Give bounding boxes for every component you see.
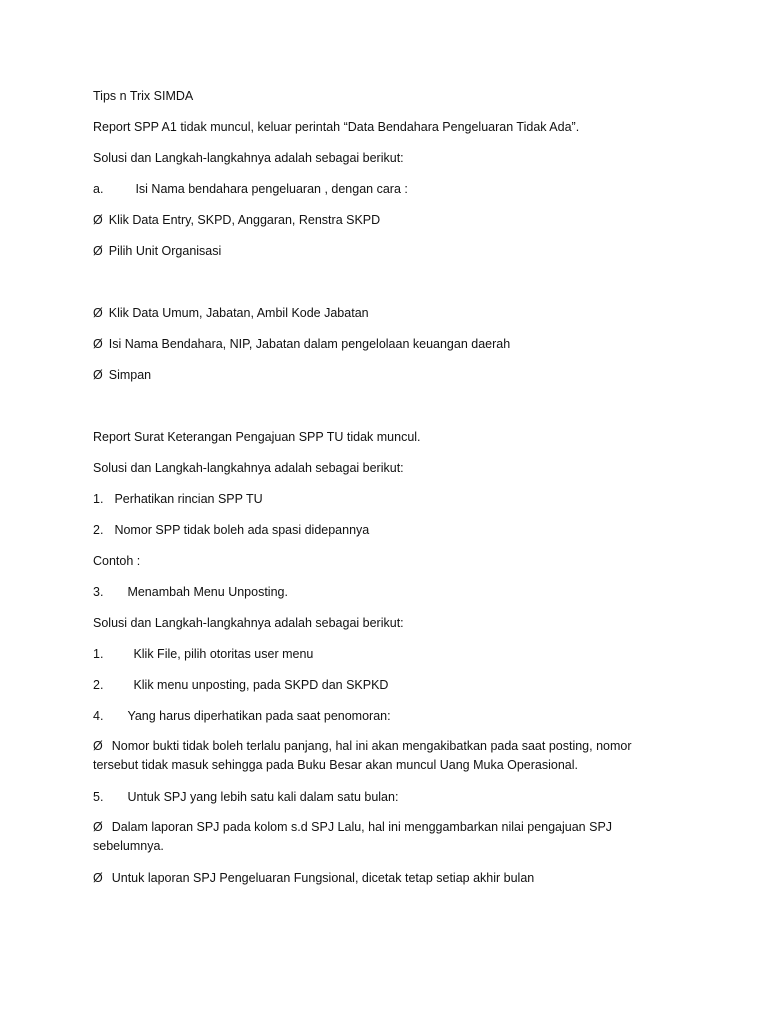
- list-marker: 2.: [93, 523, 104, 537]
- bullet-item-unit-organisasi: [93, 242, 221, 261]
- list-item-text: Yang harus diperhatikan pada saat penomoran:: [127, 709, 391, 723]
- list-marker: 2.: [93, 678, 104, 692]
- bullet-item-data-entry: [93, 211, 380, 230]
- bullet-item-nomor-bukti: [93, 737, 663, 775]
- paragraph-report-spp-tu: Report Surat Keterangan Pengajuan SPP TU tidak muncul.: [93, 430, 421, 444]
- bullet-item-simpan: [93, 366, 151, 385]
- list-marker: 1.: [93, 492, 104, 506]
- bullet-marker-icon: Ø: [93, 739, 103, 753]
- bullet-item-text: Pilih Unit Organisasi: [108, 244, 222, 258]
- bullet-marker-icon: Ø: [93, 820, 103, 834]
- list-item-a: [93, 180, 408, 199]
- list-item-text: Nomor SPP tidak boleh ada spasi didepannya: [114, 523, 370, 537]
- bullet-item-text: Klik Data Entry, SKPD, Anggaran, Renstra SKPD: [108, 213, 381, 227]
- bullet-item-spj-fungsional: [93, 869, 534, 888]
- list-item-text: Perhatikan rincian SPP TU: [114, 492, 263, 506]
- bullet-item-text: Dalam laporan SPJ pada kolom s.d SPJ Lalu, hal ini menggambarkan nilai pengajuan SPJ sebelumnya.: [93, 820, 613, 853]
- list-item-text: Klik menu unposting, pada SKPD dan SKPKD: [133, 678, 389, 692]
- paragraph-report-spp-a1: Report SPP A1 tidak muncul, keluar perintah “Data Bendahara Pengeluaran Tidak Ada”.: [93, 120, 580, 134]
- bullet-item-text: Klik Data Umum, Jabatan, Ambil Kode Jabatan: [108, 306, 369, 320]
- paragraph-contoh: Contoh :: [93, 554, 141, 568]
- paragraph-solution-intro-3: Solusi dan Langkah-langkahnya adalah sebagai berikut:: [93, 616, 404, 630]
- bullet-marker-icon: Ø: [93, 244, 103, 258]
- bullet-marker-icon: Ø: [93, 213, 103, 227]
- list-item-4: [93, 707, 391, 726]
- list-item-1b: [93, 645, 313, 664]
- bullet-item-text: Untuk laporan SPJ Pengeluaran Fungsional, dicetak tetap setiap akhir bulan: [111, 871, 535, 885]
- list-marker: 4.: [93, 709, 104, 723]
- list-item-text: Untuk SPJ yang lebih satu kali dalam satu bulan:: [127, 790, 399, 804]
- bullet-marker-icon: Ø: [93, 306, 103, 320]
- bullet-item-data-umum: [93, 304, 369, 323]
- list-marker: a.: [93, 182, 104, 196]
- bullet-item-text: Isi Nama Bendahara, NIP, Jabatan dalam pengelolaan keuangan daerah: [108, 337, 511, 351]
- bullet-marker-icon: Ø: [93, 871, 103, 885]
- list-item-text: Menambah Menu Unposting.: [127, 585, 288, 599]
- bullet-item-isi-nama: [93, 335, 510, 354]
- paragraph-solution-intro-2: Solusi dan Langkah-langkahnya adalah sebagai berikut:: [93, 461, 404, 475]
- list-item-text: Isi Nama bendahara pengeluaran , dengan cara :: [135, 182, 408, 196]
- list-item-3: [93, 583, 288, 602]
- list-item-2b: [93, 676, 388, 695]
- bullet-marker-icon: Ø: [93, 368, 103, 382]
- bullet-item-text: Simpan: [108, 368, 152, 382]
- list-item-text: Klik File, pilih otoritas user menu: [133, 647, 314, 661]
- bullet-item-laporan-spj: [93, 818, 663, 856]
- list-marker: 5.: [93, 790, 104, 804]
- list-item-5: [93, 788, 398, 807]
- bullet-marker-icon: Ø: [93, 337, 103, 351]
- list-marker: 3.: [93, 585, 104, 599]
- paragraph-solution-intro-1: Solusi dan Langkah-langkahnya adalah sebagai berikut:: [93, 151, 404, 165]
- list-item-2: [93, 521, 369, 540]
- document-title: Tips n Trix SIMDA: [93, 89, 194, 103]
- list-marker: 1.: [93, 647, 104, 661]
- bullet-item-text: Nomor bukti tidak boleh terlalu panjang, hal ini akan mengakibatkan pada saat posting, nomor tersebut tidak masuk sehingga pada Buku Besar akan muncul Uang Muka Operasional.: [93, 739, 632, 772]
- list-item-1: [93, 490, 263, 509]
